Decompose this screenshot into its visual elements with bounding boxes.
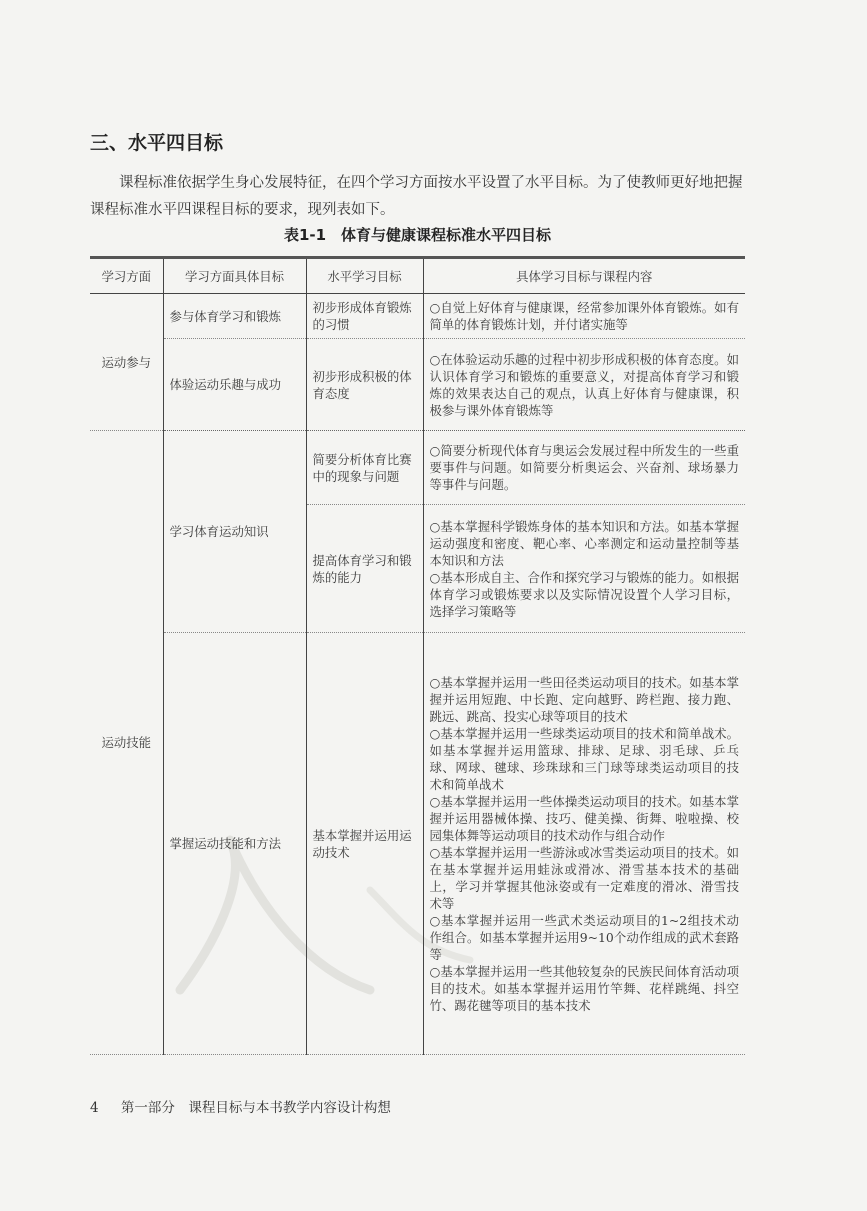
- cell-level: 基本掌握并运用运动技术: [306, 633, 423, 1055]
- page-number: 4: [90, 1100, 99, 1116]
- goals-table: [90, 256, 745, 1055]
- section-heading: 三、水平四目标: [90, 132, 224, 154]
- cell-level: 初步形成体育锻炼的习惯: [306, 294, 423, 339]
- cell-level: 提高体育学习和锻炼的能力: [306, 505, 423, 633]
- header-specific-goal: 学习方面具体目标: [163, 258, 306, 294]
- cell-area: 运动参与: [90, 294, 163, 431]
- content-item: ○基本掌握并运用一些体操类运动项目的技术。如基本掌握并运用器械体操、技巧、健美操、街舞、啦啦操、校园集体舞等运动项目的技术动作与组合动作: [429, 793, 739, 843]
- cell-content: [423, 431, 745, 505]
- cell-goal: 参与体育学习和锻炼: [163, 294, 306, 339]
- table-row: [90, 294, 745, 339]
- cell-goal: 学习体育运动知识: [163, 431, 306, 633]
- table-row: [90, 633, 745, 1055]
- content-item: ○基本形成自主、合作和探究学习与锻炼的能力。如根据体育学习或锻炼要求以及实际情况设置个人学习目标，选择学习策略等: [429, 569, 739, 619]
- cell-goal: 掌握运动技能和方法: [163, 633, 306, 1055]
- cell-goal: 体验运动乐趣与成功: [163, 339, 306, 431]
- goals-table-wrapper: [90, 256, 745, 1055]
- content-item: ○基本掌握并运用一些其他较复杂的民族民间体育活动项目的技术。如基本掌握并运用竹竿舞、花样跳绳、抖空竹、踢花毽等项目的基本技术: [429, 963, 739, 1013]
- cell-level: 初步形成积极的体育态度: [306, 339, 423, 431]
- cell-content: [423, 633, 745, 1055]
- intro-paragraph: 课程标准依据学生身心发展特征，在四个学习方面按水平设置了水平目标。为了使教师更好地把握课程标准水平四课程目标的要求，现列表如下。: [90, 175, 743, 218]
- cell-area: 运动技能: [90, 431, 163, 1055]
- content-item: ○简要分析现代体育与奥运会发展过程中所发生的一些重要事件与问题。如简要分析奥运会、兴奋剂、球场暴力等事件与问题。: [429, 443, 739, 492]
- cell-level: 简要分析体育比赛中的现象与问题: [306, 431, 423, 505]
- table-header-row: [90, 258, 745, 294]
- header-level-goal: 水平学习目标: [306, 258, 423, 294]
- header-content: 具体学习目标与课程内容: [423, 258, 745, 294]
- cell-content: [423, 294, 745, 339]
- header-area: 学习方面: [90, 258, 163, 294]
- cell-content: [423, 505, 745, 633]
- table-caption: 表1-1 体育与健康课程标准水平四目标: [283, 226, 552, 244]
- content-item: ○基本掌握并运用一些球类运动项目的技术和简单战术。如基本掌握并运用篮球、排球、足球、羽毛球、乒乓球、网球、毽球、珍珠球和三门球等球类运动项目的技术和简单战术: [429, 725, 739, 792]
- content-item: ○自觉上好体育与健康课，经常参加课外体育锻炼。如有简单的体育锻炼计划，并付诸实施等: [429, 300, 739, 332]
- content-item: ○基本掌握并运用一些游泳或冰雪类运动项目的技术。如在基本掌握并运用蛙泳或滑冰、滑雪基本技术的基础上，学习并掌握其他泳姿或有一定难度的滑冰、滑雪技术等: [429, 844, 739, 911]
- content-item: ○在体验运动乐趣的过程中初步形成积极的体育态度。如认识体育学习和锻炼的重要意义，对提高体育学习和锻炼的效果表达自己的观点，认真上好体育与健康课，积极参与课外体育锻炼等: [429, 351, 739, 418]
- page-footer: [90, 1096, 391, 1116]
- table-row: [90, 339, 745, 431]
- content-item: ○基本掌握并运用一些田径类运动项目的技术。如基本掌握并运用短跑、中长跑、定向越野、跨栏跑、接力跑、跳远、跳高、投实心球等项目的技术: [429, 674, 739, 724]
- running-title: 第一部分 课程目标与本书教学内容设计构想: [120, 1100, 391, 1116]
- content-item: ○基本掌握并运用一些武术类运动项目的1~2组技术动作组合。如基本掌握并运用9~10个动作组成的武术套路等: [429, 912, 739, 962]
- table-row: [90, 431, 745, 505]
- content-item: ○基本掌握科学锻炼身体的基本知识和方法。如基本掌握运动强度和密度、靶心率、心率测定和运动量控制等基本知识和方法: [429, 518, 739, 568]
- cell-content: [423, 339, 745, 431]
